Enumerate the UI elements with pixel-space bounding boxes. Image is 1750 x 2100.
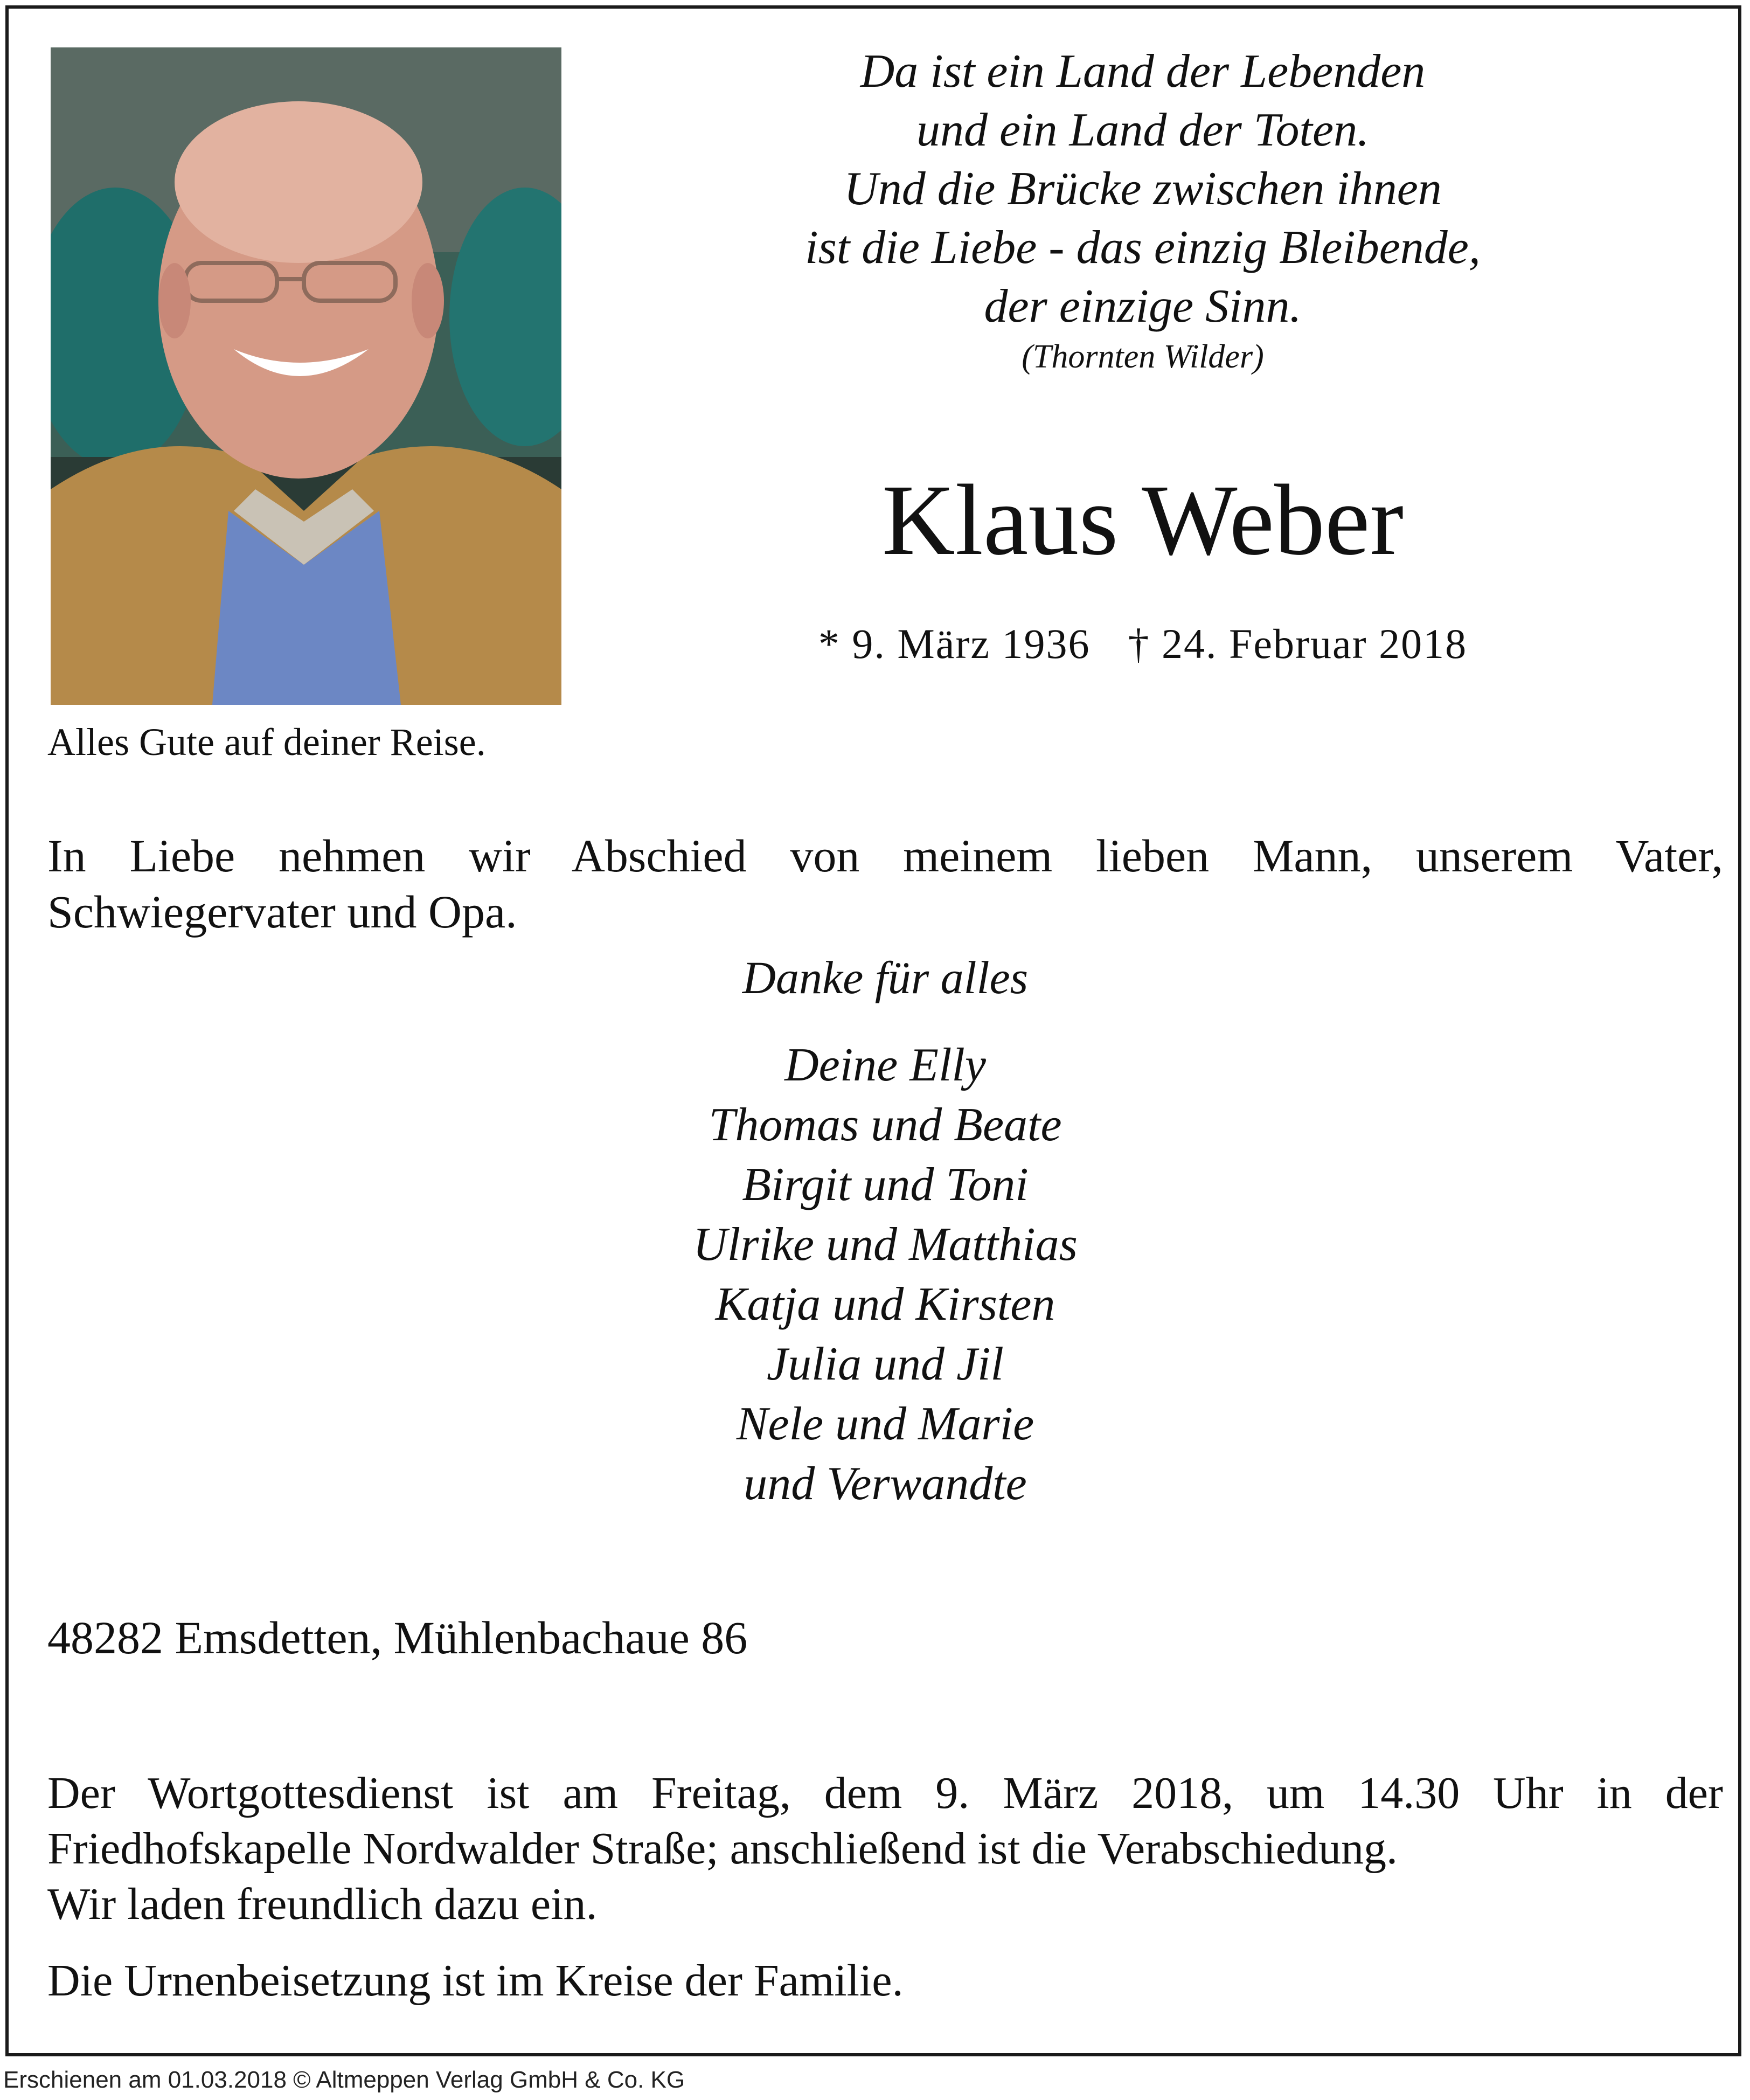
farewell-text (47, 828, 1723, 940)
family-member: Julia und Jil (767, 1338, 1004, 1390)
service-line: Friedhofskapelle Nordwalder Straße; anschließend ist die Verabschiedung. (47, 1824, 1398, 1874)
thanks-line: Danke für alles (742, 952, 1029, 1003)
photo-caption: Alles Gute auf deiner Reise. (47, 720, 486, 764)
birth-date: * 9. März 1936 (818, 620, 1091, 667)
quote-line: ist die Liebe - das einzig Bleibende, (805, 221, 1481, 274)
family-member: Nele und Marie (736, 1398, 1034, 1450)
farewell-line: In Liebe nehmen wir Abschied von meinem lieben Mann, unserem Vater, (47, 830, 1723, 882)
death-date: † 24. Februar 2018 (1128, 620, 1468, 667)
quote-line: der einzige Sinn. (984, 280, 1302, 332)
urn-burial-note: Die Urnenbeisetzung ist im Kreise der Familie. (47, 1956, 904, 2006)
deceased-name: Klaus Weber (881, 463, 1404, 576)
portrait-illustration (51, 47, 561, 705)
family-member: Birgit und Toni (742, 1159, 1029, 1211)
quote-line: Und die Brücke zwischen ihnen (844, 163, 1442, 215)
memorial-quote (574, 42, 1711, 378)
farewell-line: Schwiegervater und Opa. (47, 886, 517, 938)
family-member: Katja und Kirsten (715, 1278, 1055, 1330)
publication-footer: Erschienen am 01.03.2018 © Altmeppen Verlag GmbH & Co. KG (3, 2067, 685, 2093)
family-member: Thomas und Beate (709, 1099, 1062, 1151)
family-list (47, 1035, 1723, 1514)
service-info (47, 1765, 1723, 1932)
obituary-frame (5, 5, 1741, 2056)
service-line: Wir laden freundlich dazu ein. (47, 1879, 598, 1929)
quote-author: (Thornten Wilder) (1022, 338, 1264, 375)
quote-line: Da ist ein Land der Lebenden (860, 45, 1426, 98)
family-member: Ulrike und Matthias (693, 1218, 1078, 1271)
service-line: Der Wortgottesdienst ist am Freitag, dem 9. März 2018, um 14.30 Uhr in der (47, 1768, 1723, 1818)
portrait-photo (51, 47, 561, 705)
family-member: Deine Elly (784, 1039, 986, 1091)
family-address: 48282 Emsdetten, Mühlenbachaue 86 (47, 1612, 748, 1664)
family-member: und Verwandte (744, 1458, 1027, 1510)
quote-line: und ein Land der Toten. (916, 104, 1370, 156)
life-dates (574, 620, 1711, 667)
